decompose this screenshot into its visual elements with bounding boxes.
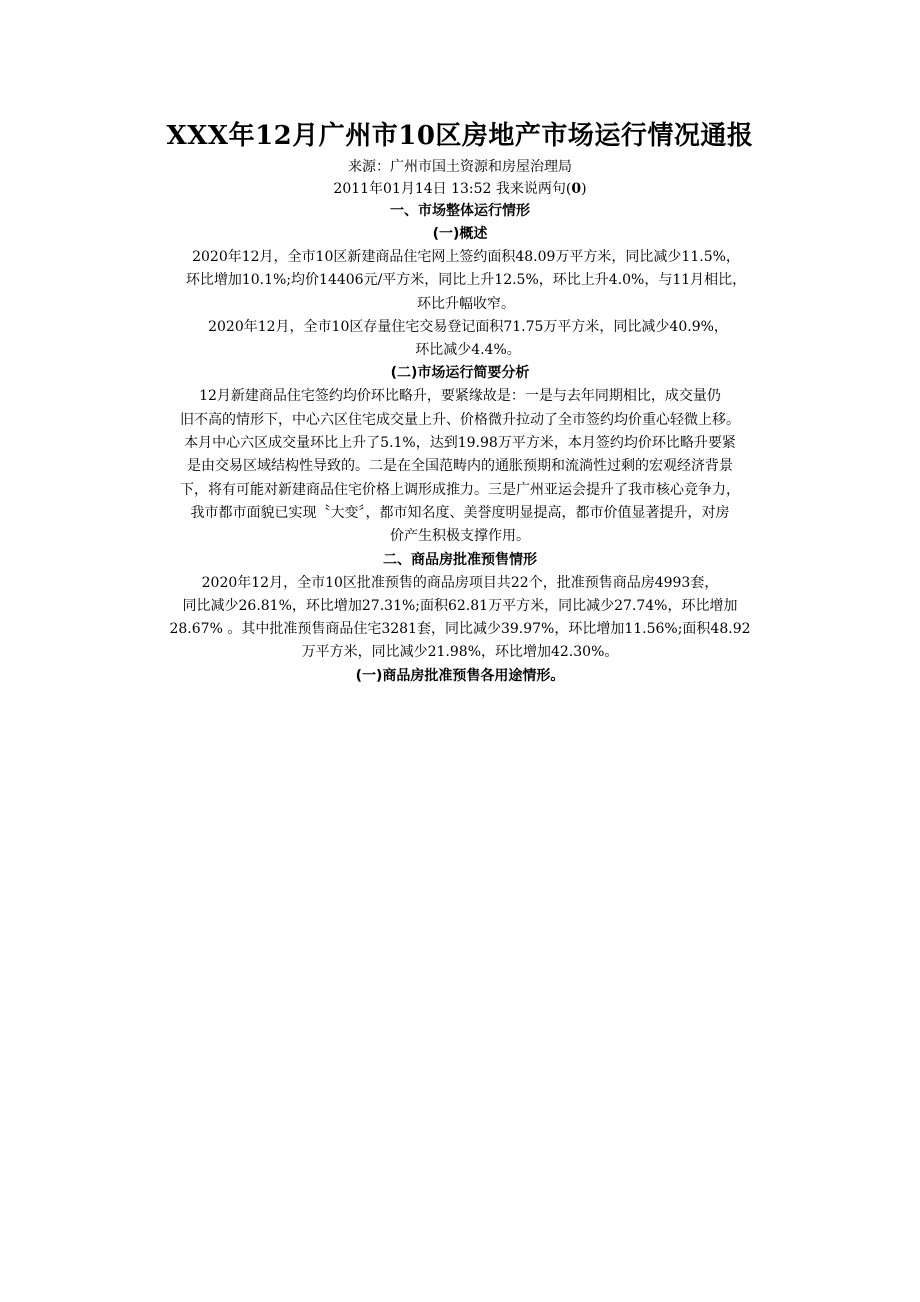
paragraph-line: 环比减少4.4%。 xyxy=(415,342,521,359)
source-line: 来源：广州市国土资源和房屋治理局 xyxy=(348,159,572,175)
subsection-heading-presale-usage: (一)商品房批准预售各用途情形。 xyxy=(355,667,565,684)
section-heading-presale: 二、商品房批准预售情形 xyxy=(383,551,537,568)
document-body xyxy=(138,116,782,688)
paragraph-line: 本月中心六区成交量环比上升了5.1%，达到19.98万平方米，本月签约均价环比略升要紧 xyxy=(184,435,736,452)
paragraph-line: 是由交易区域结构性导致的。二是在全国范畴内的通胀预期和流淌性过剩的宏观经济背景 xyxy=(187,458,733,475)
paragraph-presale xyxy=(138,572,782,665)
document-title: XXX年12月广州市10区房地产市场运行情况通报 xyxy=(166,121,754,151)
paragraph-line: 12月新建商品住宅签约均价环比略升，要紧缘故是：一是与去年同期相比，成交量仍 xyxy=(199,388,721,405)
paragraph-line: 同比减少26.81%，环比增加27.31%;面积62.81万平方米，同比减少27.74%，环比增加 xyxy=(182,597,738,614)
subsection-heading-overview: (一)概述 xyxy=(432,226,488,242)
datetime-text: 2011年01月14日 13:52 我来说两句( xyxy=(333,181,572,197)
subsection-heading-analysis: (二)市场运行简要分析 xyxy=(390,365,530,382)
paragraph-existing-housing xyxy=(138,316,782,363)
comment-count[interactable]: 0 xyxy=(571,181,582,197)
paragraph-line: 2020年12月，全市10区批准预售的商品房项目共22个，批准预售商品房4993套， xyxy=(201,574,719,591)
paragraph-new-housing xyxy=(138,246,782,316)
paragraph-line: 我市都市面貌已实现〝大变〞，都市知名度、美誉度明显提高，都市价值显著提升，对房 xyxy=(190,504,730,521)
paragraph-analysis xyxy=(138,385,782,548)
paragraph-line: 下，将有可能对新建商品住宅价格上调形成推力。三是广州亚运会提升了我市核心竞争力， xyxy=(180,481,740,498)
paragraph-line: 万平方米，同比减少21.98%，环比增加42.30%。 xyxy=(301,644,619,661)
section-heading-overall: 一、市场整体运行情形 xyxy=(390,203,530,219)
paragraph-line: 2020年12月，全市10区新建商品住宅网上签约面积48.09万平方米，同比减少11.5%， xyxy=(192,249,740,265)
paragraph-line: 28.67% 。其中批准预售商品住宅3281套，同比减少39.97%，环比增加11.56%;面积48.92 xyxy=(169,621,751,638)
datetime-suffix: ) xyxy=(581,181,587,197)
paragraph-line: 环比升幅收窄。 xyxy=(417,295,515,312)
paragraph-line: 旧不高的情形下，中心六区住宅成交量上升、价格微升拉动了全市签约均价重心轻微上移。 xyxy=(180,411,740,428)
datetime-line xyxy=(138,178,782,200)
paragraph-line: 环比增加10.1%;均价14406元/平方米，同比上升12.5%，环比上升4.0%，与11月相比， xyxy=(185,272,747,289)
paragraph-line: 2020年12月，全市10区存量住宅交易登记面积71.75万平方米，同比减少40.9%， xyxy=(208,318,728,335)
paragraph-line: 价产生积极支撑作用。 xyxy=(390,528,530,545)
